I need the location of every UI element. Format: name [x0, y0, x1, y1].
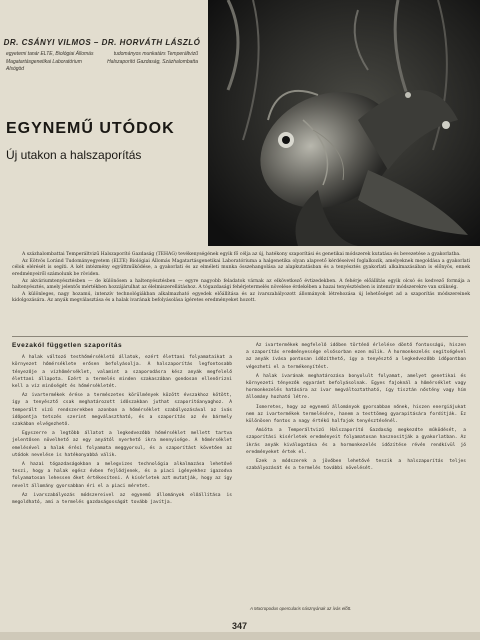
right-column: [246, 342, 466, 474]
affiliation-right: tudományos munkatárs Temperáltvizű Halszaporító Gazdaság, Százhalombatta: [107, 51, 198, 65]
page-number: 347: [232, 621, 248, 631]
divider: [12, 336, 468, 337]
body-paragraph: Az ivarszabályozás módszereivel az egynemű állományok előállítása is megoldható, ami a termelés gazdaságosságát tovább javítja.: [12, 492, 232, 506]
photo-caption: A Macropodus opercularis násznyának az ívás előtt.: [250, 606, 352, 611]
affiliation-row: [0, 51, 204, 74]
author-block: [0, 38, 204, 74]
body-paragraph: Az ivartermékek érése a természetes körülmények között évszakhoz kötött, így a tenyésztő csak meghatározott időszakban juthat szaporítóanyaghoz. A temperált vizű rendszerekben azonban a hőmérséklet szabályozásával az ívás időpontja tetszés szerint megválasztható, és a szaporítás az év bármely szakában elvégezhető.: [12, 393, 232, 428]
body-paragraph: Ismeretes, hogy az egynemű állományok gyorsabban nőnek, hiszen energiájukat nem az ivartermékek termelésére, hanem a testtömeg gyarapítására fordítják. Ez különösen fontos a nagy értékű halfajok tenyésztésénél.: [246, 404, 466, 425]
body-paragraph: A halak változó testhőmérsékletű állatok, ezért élettani folyamataikat a környezet hőmérséklete erősen befolyásolja. A halszaporítás legfontosabb tényezője a vízhőmérséklet, valamint a szaporodásra kész anyák megfelelő élettani állapota. Ezért a termelés minden szakaszában gondosan ellenőrizni kell a víz minőségét és hőmérsékletét.: [12, 355, 232, 390]
body-paragraph: Amióta a Temperáltvizű Halszaporító Gazdaság megkezdte működését, a szaporítási kísérletek eredményeit folyamatosan hasznosítják a gyakorlatban. Az ikrás anyák kiválogatása és a hormonkezelés időzítése révén rendkívül jó eredményeket értek el.: [246, 428, 466, 455]
body-paragraph: Ezek a módszerek a jövőben lehetővé teszik a halszaporítás teljes szabályozását és a termelés további növelését.: [246, 459, 466, 472]
body-paragraph: A halak ivarának meghatározása bonyolult folyamat, amelyet genetikai és környezeti tényezők egyaránt befolyásolnak. Egyes fajoknál a hőmérséklet vagy hormonkezelés hatására az ivar megváltoztatható, így tisztán nőstény vagy hím állomány hozható létre.: [246, 373, 466, 401]
fish-photo: [208, 0, 480, 246]
left-column: [12, 342, 232, 508]
lead-text: [12, 252, 470, 306]
lead-paragraph: A százhalombattai Temperáltvizű Halszaporító Gazdaság (TEHAG) tevékenységének egyik fő célja az új, hatékony szaporítási és genetikai módszerek kutatása és bevezetése a gyakorlatba.: [22, 252, 461, 257]
footer-strip: [0, 632, 480, 640]
article-title: EGYNEMŰ UTÓDOK: [6, 120, 175, 137]
title-block: [6, 120, 206, 162]
lead-paragraph: Az Eötvös Loránd Tudományegyetem (ELTE) Biológiai Állomás Magatartásgenetikai Laboratóriuma a halgenetika olyan alapvető kérdéseivel foglalkozik, amelyeknek megoldása a gyakorlati célok elérését is segíti. A két intézmény együttműködése, a gyakorlati és az elméleti munka összehangolása az alapkutatásban és a tenyésztés gyakorlati alkalmazásában is előnyös, ennek eredményeiről számolunk be röviden.: [12, 259, 470, 277]
affiliation-left: egyetemi tanár ELTE, Biológiai Állomás Magatartásgenetikai Laboratórium Alsógöd: [6, 51, 94, 72]
fish-photo-graphic: [208, 0, 480, 246]
body-paragraph: Az ivartermékek megfelelő időben történő érlelése döntő fontosságú, hiszen a szaporítás eredményessége elsősorban ezen múlik. A hormonkezelés segítségével az anyák ívása pontosan időzíthető, így a tenyésztő a legkedvezőbb időpontban végezheti el a termékenyítést.: [246, 343, 466, 370]
body-paragraph: Egyszerre a legtöbb állatot a legkedvezőbb hőmérséklet mellett tartva jelentősen növelhető az egy anyától nyerhető ikra mennyisége. A hőmérséklet emelésével a halak érési folyamata meggyorsul, és a szaporítást követően az utódok nevelése is hatékonyabbá válik.: [12, 431, 232, 458]
lead-paragraph: A különleges, nagy hozamú, intenzív technológiákban alkalmazható egyedek előállítása és az ivarszabályozott állományok létrehozása új lehetőséget ad a szaporítás módszereinek kidolgozására. Az anyák megválasztása és a halak ivarának befolyásolása ígéretes eredményeket hozott.: [12, 292, 470, 304]
article-subtitle: Új utakon a halszaporítás: [6, 148, 142, 162]
section-heading: Evezakól független szaporítás: [12, 342, 123, 349]
lead-paragraph: Az akváriumtenyésztésben — de különösen a haltenyésztésben — egyre nagyobb feladatok várnak az elkövetkező évtizedekben. A fehérje előállítás egyik olcsó és kedvező formája a haltenyésztés, amely jelentős mértékben hozzájárulhat az élelmiszerellátáshoz. A tógazdasági fehérjetermelés növelése érdekében a hazai tenyésztésben is intenzív módszerekre van szükség.: [12, 278, 470, 291]
body-paragraph: A hazai tógazdaságokban a melegvizes technológia alkalmazása lehetővé teszi, hogy a halak egész évben fejlődjenek, és a piaci igényekhez igazodva folyamatosan lehessen őket értékesíteni. A kísérletek azt mutatják, hogy az így nevelt állomány gyorsabban éri el a piaci méretet.: [12, 462, 232, 489]
author-names: DR. CSÁNYI VILMOS – DR. HORVÁTH LÁSZLÓ: [3, 38, 201, 47]
